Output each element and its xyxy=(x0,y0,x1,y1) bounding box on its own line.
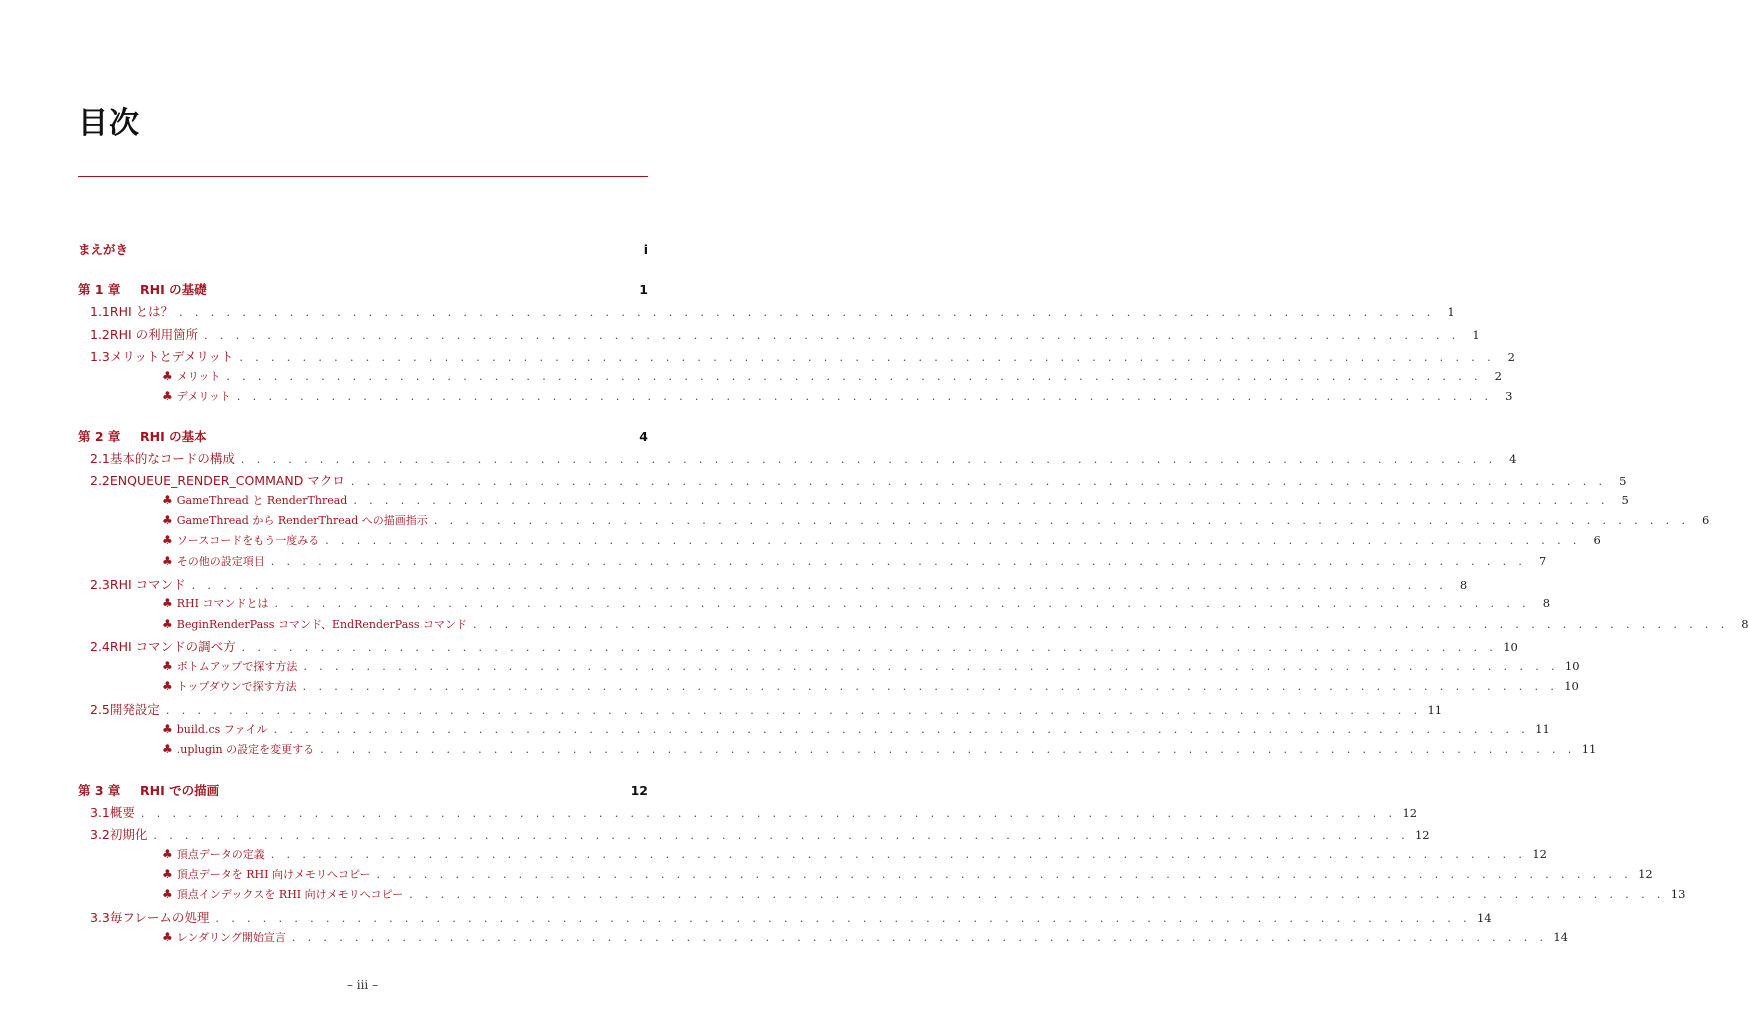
toc-entry-sec[interactable] xyxy=(78,325,1480,343)
toc-entry-label: ボトムアップで探す方法 xyxy=(176,660,298,673)
club-icon: ♣ xyxy=(162,389,173,403)
toc-entry-page: 5 xyxy=(1619,474,1627,488)
toc-entry-sub[interactable] xyxy=(78,532,1601,550)
toc-entry-label: .uplugin の設定を変更する xyxy=(176,743,315,756)
toc-entry-label: メリットとデメリット xyxy=(109,349,234,364)
toc-entry-label: 頂点データの定義 xyxy=(176,848,265,861)
club-icon: ♣ xyxy=(162,554,173,568)
club-icon: ♣ xyxy=(162,867,173,881)
toc-entry-page: 12 xyxy=(1532,847,1547,861)
toc-entry-label: 頂点データを RHI 向けメモリへコピー xyxy=(176,868,371,881)
toc-entry-page: 1 xyxy=(1447,305,1455,319)
toc-entry-label: build.cs ファイル xyxy=(176,723,268,736)
club-icon: ♣ xyxy=(162,533,173,547)
dot-leader: . . . . . . . . . . . . . . . . . . . . . . . . . . . . . . . . . . . . . . . . . . . . . . . . . . . . . . . . . . . . . . . . . . . . . . . . . . . . . . . . xyxy=(153,829,1409,842)
toc-entry-number: 2.3 xyxy=(90,577,110,592)
page-title: 目次 xyxy=(78,106,140,141)
toc-entry-page: 10 xyxy=(1503,640,1518,654)
toc-entry-page: 11 xyxy=(1535,722,1550,736)
toc-entry-label: ENQUEUE_RENDER_COMMAND マクロ xyxy=(109,473,345,488)
toc-entry-page: 12 xyxy=(1402,806,1418,820)
toc-entry-sec[interactable] xyxy=(78,803,1418,821)
toc-entry-sub[interactable] xyxy=(78,595,1551,613)
dot-leader: . . . . . . . . . . . . . . . . . . . . . . . . . . . . . . . . . . . . . . . . . . . . . . . . . . . . . . . . . . . . . . . . . . . . . . . . . . . . . . . . xyxy=(241,641,1498,654)
toc-entry-number: 2.5 xyxy=(90,702,110,717)
toc-entry-number: 1.2 xyxy=(90,327,110,342)
toc-entry-number: 1.1 xyxy=(90,304,110,319)
toc-entry-label: GameThread から RenderThread への描画指示 xyxy=(176,514,428,527)
dot-leader: . . . . . . . . . . . . . . . . . . . . . . . . . . . . . . . . . . . . . . . . . . . . . . . . . . . . . . . . . . . . . . . . . . . . . . . . . . . . . . . . xyxy=(350,475,1607,488)
dot-leader: . . . . . . . . . . . . . . . . . . . . . . . . . . . . . . . . . . . . . . . . . . . . . . . . . . . . . . . . . . . . . . . . . . . . . . . . . . . . . . . . xyxy=(165,704,1422,717)
toc-entry-page: 3 xyxy=(1505,389,1513,403)
toc-entry-page: 6 xyxy=(1702,513,1710,527)
dot-leader: . . . . . . . . . . . . . . . . . . . . . . . . . . . . . . . . . . . . . . . . . . . . . . . . . . . . . . . . . . . . . . . . . . . . . . . . . . . . . . . . xyxy=(240,453,1497,466)
toc-entry-label: その他の設定項目 xyxy=(176,555,265,568)
toc-entry-sec[interactable] xyxy=(78,347,1515,365)
dot-leader: . . . . . . . . . . . . . . . . . . . . . . . . . . . . . . . . . . . . . . . . . . . . . . . . . . . . . . . . . . . . . . . . . . . . . . . . . . . . . . . . xyxy=(236,390,1493,403)
toc-entry-label: RHI の利用箇所 xyxy=(109,327,199,342)
dot-leader: . . . . . . . . . . . . . . . . . . . . . . . . . . . . . . . . . . . . . . . . . . . . . . . . . . . . . . . . . . . . . . . . . . . . . . . . . . . . . . . . xyxy=(433,514,1690,527)
toc-entry-number: 第 2 章 xyxy=(78,429,121,444)
toc-entry-sec[interactable] xyxy=(78,449,1517,467)
toc-entry-chap[interactable] xyxy=(78,240,648,258)
dot-leader: . . . . . . . . . . . . . . . . . . . . . . . . . . . . . . . . . . . . . . . . . . . . . . . . . . . . . . . . . . . . . . . . . . . . . . . . . . . . . . . . xyxy=(191,579,1448,592)
toc-entry-sub[interactable] xyxy=(78,616,1749,634)
toc-entry-page: 1 xyxy=(639,282,648,297)
toc-entry-number: 第 1 章 xyxy=(78,282,121,297)
dot-leader: . . . . . . . . . . . . . . . . . . . . . . . . . . . . . . . . . . . . . . . . . . . . . . . . . . . . . . . . . . . . . . . . . . . . . . . . . . . . . . . . xyxy=(179,306,1435,319)
toc-entry-label: RHI の基礎 xyxy=(140,282,207,297)
toc-entry-label: BeginRenderPass コマンド、EndRenderPass コマンド xyxy=(176,618,468,631)
dot-leader: . . . . . . . . . . . . . . . . . . . . . . . . . . . . . . . . . . . . . . . . . . . . . . . . . . . . . . . . . . . . . . . . . . . . . . . . . . . . . . . . xyxy=(239,351,1495,364)
toc-entry-label: RHI コマンド xyxy=(109,577,186,592)
page-number-footer: – iii – xyxy=(346,978,379,992)
dot-leader: . . . . . . . . . . . . . . . . . . . . . . . . . . . . . . . . . . . . . . . . . . . . . . . . . . . . . . . . . . . . . . . . . . . . . . . . . . . . . . . . xyxy=(274,597,1531,610)
toc-entry-page: 10 xyxy=(1564,679,1579,693)
dot-leader: . . . . . . . . . . . . . . . . . . . . . . . . . . . . . . . . . . . . . . . . . . . . . . . . . . . . . . . . . . . . . . . . . . . . . . . . . . . . . . . . xyxy=(325,534,1581,547)
toc-entry-label: デメリット xyxy=(176,390,231,403)
toc-entry-page: 14 xyxy=(1476,911,1492,925)
toc-entry-label: RHI の基本 xyxy=(140,429,207,444)
toc-entry-label: 概要 xyxy=(109,805,135,820)
toc-entry-label: GameThread と RenderThread xyxy=(176,494,348,507)
dot-leader: . . . . . . . . . . . . . . . . . . . . . . . . . . . . . . . . . . . . . . . . . . . . . . . . . . . . . . . . . . . . . . . . . . . . . . . . . . . . . . . . xyxy=(320,743,1576,756)
toc-entry-label: RHI コマンドとは xyxy=(176,597,269,610)
toc-entry-label: トップダウンで探す方法 xyxy=(176,680,297,693)
toc-entry-number: 第 3 章 xyxy=(78,783,121,798)
toc-entry-page: 8 xyxy=(1459,578,1468,592)
dot-leader: . . . . . . . . . . . . . . . . . . . . . . . . . . . . . . . . . . . . . . . . . . . . . . . . . . . . . . . . . . . . . . . . . . . . . . . . . . . . . . . . xyxy=(473,618,1729,631)
club-icon: ♣ xyxy=(162,887,173,901)
toc-entry-sec[interactable] xyxy=(78,471,1627,489)
dot-leader: . . . . . . . . . . . . . . . . . . . . . . . . . . . . . . . . . . . . . . . . . . . . . . . . . . . . . . . . . . . . . . . . . . . . . . . . . . . . . . . . xyxy=(204,329,1460,342)
dot-leader: . . . . . . . . . . . . . . . . . . . . . . . . . . . . . . . . . . . . . . . . . . . . . . . . . . . . . . . . . . . . . . . . . . . . . . . . . . . . . . . . xyxy=(226,370,1482,383)
toc-entry-sec[interactable] xyxy=(78,302,1455,320)
toc-entry-label: 頂点インデックスを RHI 向けメモリへコピー xyxy=(176,888,404,901)
toc-entry-number: まえがき xyxy=(78,242,129,257)
toc-entry-chap[interactable] xyxy=(78,781,648,799)
dot-leader: . . . . . . . . . . . . . . . . . . . . . . . . . . . . . . . . . . . . . . . . . . . . . . . . . . . . . . . . . . . . . . . . . . . . . . . . . . . . . . . . xyxy=(302,680,1559,693)
dot-leader: . . . . . . . . . . . . . . . . . . . . . . . . . . . . . . . . . . . . . . . . . . . . . . . . . . . . . . . . . . . . . . . . . . . . . . . . . . . . . . . . xyxy=(291,931,1548,944)
toc-entry-page: 12 xyxy=(630,783,648,798)
toc-entry-label: 基本的なコードの構成 xyxy=(109,451,235,466)
club-icon: ♣ xyxy=(162,493,173,507)
toc-entry-page: 14 xyxy=(1553,930,1569,944)
toc-entry-sub[interactable] xyxy=(78,721,1550,739)
dot-leader: . . . . . . . . . . . . . . . . . . . . . . . . . . . . . . . . . . . . . . . . . . . . . . . . . . . . . . . . . . . . . . . . . . . . . . . . . . . . . . . . xyxy=(270,848,1527,861)
toc-entry-page: 8 xyxy=(1741,617,1749,631)
toc-entry-page: 8 xyxy=(1542,596,1551,610)
toc-entry-page: 11 xyxy=(1581,742,1597,756)
club-icon: ♣ xyxy=(162,742,173,756)
toc-entry-label: 初期化 xyxy=(109,827,148,842)
toc-entry-page: 5 xyxy=(1621,493,1629,507)
club-icon: ♣ xyxy=(162,659,173,673)
toc-entry-chap[interactable] xyxy=(78,427,648,445)
dot-leader: . . . . . . . . . . . . . . . . . . . . . . . . . . . . . . . . . . . . . . . . . . . . . . . . . . . . . . . . . . . . . . . . . . . . . . . . . . . . . . . . xyxy=(376,868,1633,881)
toc-entry-page: 6 xyxy=(1593,533,1601,547)
toc-entry-sec[interactable] xyxy=(78,700,1443,718)
dot-leader: . . . . . . . . . . . . . . . . . . . . . . . . . . . . . . . . . . . . . . . . . . . . . . . . . . . . . . . . . . . . . . . . . . . . . . . . . . . . . . . . xyxy=(270,555,1527,568)
toc-entry-label: 開発設定 xyxy=(109,702,160,717)
club-icon: ♣ xyxy=(162,679,173,693)
toc-entry-sub[interactable] xyxy=(78,368,1502,386)
toc-entry-page: 7 xyxy=(1539,554,1547,568)
toc-entry-page: 2 xyxy=(1507,350,1515,364)
dot-leader: . . . . . . . . . . . . . . . . . . . . . . . . . . . . . . . . . . . . . . . . . . . . . . . . . . . . . . . . . . . . . . . . . . . . . . . . . . . . . . . . xyxy=(140,807,1397,820)
toc-entry-number: 2.1 xyxy=(90,451,110,466)
toc-entry-label: ソースコードをもう一度みる xyxy=(176,534,320,547)
toc-entry-sub[interactable] xyxy=(78,866,1653,884)
toc-entry-page: 1 xyxy=(1472,328,1480,342)
toc-entry-sub[interactable] xyxy=(78,658,1580,676)
toc-entry-sec[interactable] xyxy=(78,575,1468,593)
toc-entry-sub[interactable] xyxy=(78,846,1547,864)
toc-entry-sub[interactable] xyxy=(78,553,1547,571)
club-icon: ♣ xyxy=(162,847,173,861)
toc-entry-sec[interactable] xyxy=(78,637,1518,655)
toc-entry-label: 毎フレームの処理 xyxy=(109,910,210,925)
dot-leader: . . . . . . . . . . . . . . . . . . . . . . . . . . . . . . . . . . . . . . . . . . . . . . . . . . . . . . . . . . . . . . . . . . . . . . . . . . . . . . . . xyxy=(273,723,1530,736)
toc-entry-sub[interactable] xyxy=(78,678,1579,696)
toc-entry-sub[interactable] xyxy=(78,492,1629,510)
dot-leader: . . . . . . . . . . . . . . . . . . . . . . . . . . . . . . . . . . . . . . . . . . . . . . . . . . . . . . . . . . . . . . . . . . . . . . . . . . . . . . . . xyxy=(353,494,1609,507)
toc-entry-sub[interactable] xyxy=(78,388,1513,406)
toc-entry-page: i xyxy=(643,242,648,257)
club-icon: ♣ xyxy=(162,596,173,610)
toc-entry-number: 3.3 xyxy=(90,910,110,925)
toc-entry-page: 12 xyxy=(1638,867,1653,881)
toc-entry-label: RHI とは？ xyxy=(109,304,174,319)
toc-entry-label: RHI での描画 xyxy=(140,783,220,798)
club-icon: ♣ xyxy=(162,930,173,944)
toc-entry-number: 3.2 xyxy=(90,827,110,842)
club-icon: ♣ xyxy=(162,369,173,383)
toc-entry-label: メリット xyxy=(176,370,221,383)
club-icon: ♣ xyxy=(162,722,173,736)
dot-leader: . . . . . . . . . . . . . . . . . . . . . . . . . . . . . . . . . . . . . . . . . . . . . . . . . . . . . . . . . . . . . . . . . . . . . . . . . . . . . . . . xyxy=(215,912,1471,925)
toc-entry-sec[interactable] xyxy=(78,908,1492,926)
toc-entry-sub[interactable] xyxy=(78,741,1597,759)
toc-entry-number: 1.3 xyxy=(90,349,110,364)
toc-entry-page: 11 xyxy=(1427,703,1443,717)
toc-entry-page: 4 xyxy=(639,429,648,444)
toc-entry-page: 13 xyxy=(1670,887,1686,901)
toc-entry-page: 4 xyxy=(1509,452,1517,466)
dot-leader: . . . . . . . . . . . . . . . . . . . . . . . . . . . . . . . . . . . . . . . . . . . . . . . . . . . . . . . . . . . . . . . . . . . . . . . . . . . . . . . . xyxy=(409,888,1665,901)
toc-entry-sub[interactable] xyxy=(78,512,1710,530)
dot-leader: . . . . . . . . . . . . . . . . . . . . . . . . . . . . . . . . . . . . . . . . . . . . . . . . . . . . . . . . . . . . . . . . . . . . . . . . . . . . . . . . xyxy=(303,660,1559,673)
club-icon: ♣ xyxy=(162,617,173,631)
club-icon: ♣ xyxy=(162,513,173,527)
toc-entry-label: RHI コマンドの調べ方 xyxy=(109,639,236,654)
toc-entry-sub[interactable] xyxy=(78,886,1686,904)
toc-entry-page: 2 xyxy=(1494,369,1502,383)
toc-entry-page: 10 xyxy=(1564,659,1580,673)
toc-entry-sec[interactable] xyxy=(78,825,1430,843)
toc-entry-number: 2.2 xyxy=(90,473,110,488)
toc-entry-label: レンダリング開始宣言 xyxy=(176,931,286,944)
toc-entry-page: 12 xyxy=(1414,828,1430,842)
toc-entry-sub[interactable] xyxy=(78,929,1569,947)
toc-entry-chap[interactable] xyxy=(78,280,648,298)
toc-entry-number: 3.1 xyxy=(90,805,110,820)
toc-entry-number: 2.4 xyxy=(90,639,110,654)
title-rule xyxy=(78,176,648,177)
